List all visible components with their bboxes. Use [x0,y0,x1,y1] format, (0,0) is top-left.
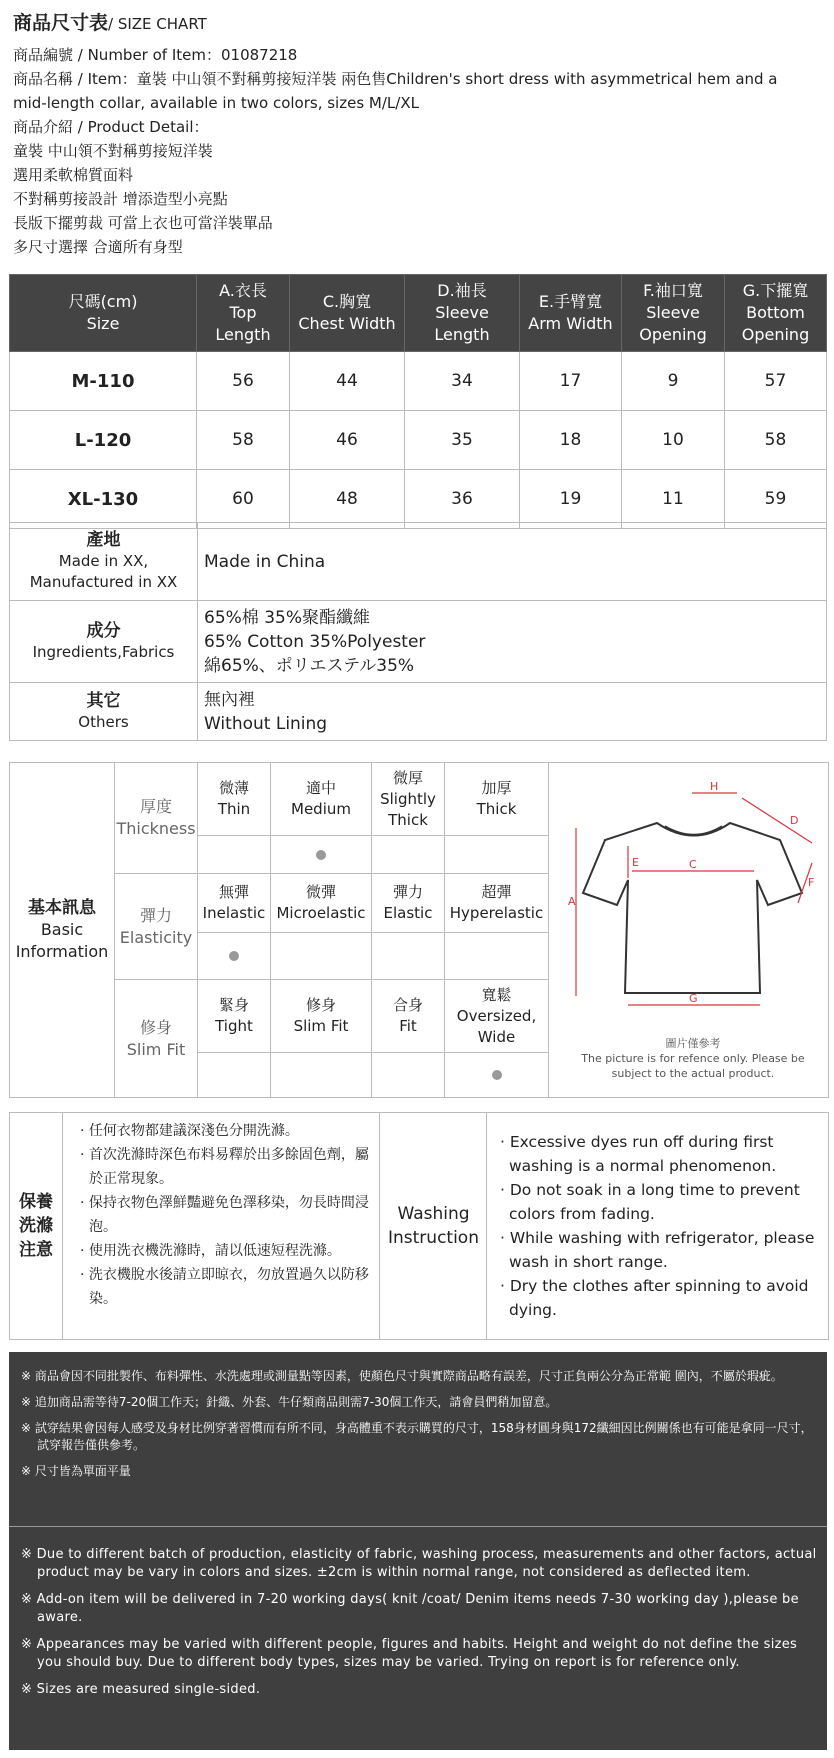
info-line: 商品名稱 / Item：童裝 中山領不對稱剪接短洋裝 兩色售Children's short dress with asymmetrical hem and a [13,70,778,88]
basic-info-panel [9,762,829,1098]
info-line: 童裝 中山領不對稱剪接短洋裝 [13,142,213,160]
thickness-mark [445,836,549,874]
table-row [10,470,827,529]
ingredients-label: 成分 Ingredients,Fabrics [10,601,198,683]
info-line: 不對稱剪接設計 增添造型小亮點 [13,190,228,208]
note-item: ※ Due to different batch of production, elasticity of fabric, washing process, measurements and other factors, actual product may be vary in colors and sizes. ±2cm is within normal range, not considered as deflected item. [21,1547,817,1580]
thickness-mark [198,836,271,874]
table-cell: 17 [520,352,622,411]
others-value: 無內裡 Without Lining [198,683,827,741]
others-label: 其它 Others [10,683,198,741]
washing-list-zh [63,1113,380,1339]
size-table [9,274,827,529]
note-item: ※ 試穿結果會因每人感受及身材比例穿著習慣而有所不同，身高體重不表示購買的尺寸，158身材圓身與172纖細因比例關係也有可能是拿同一尺寸，試穿報告僅供參考。 [21,1421,813,1452]
list-item: · 保持衣物色澤鮮豔避免色澤移染，勿長時間浸泡。 [80,1195,369,1235]
list-item: · Excessive dyes run off during first washing is a normal phenomenon. [500,1133,777,1175]
fit-label: 修身 Slim Fit [115,980,198,1097]
note-item: ※ Add-on item will be delivered in 7-20 working days( knit /coat/ Denim items needs 7-30 working day ),please be aware. [21,1592,799,1625]
elasticity-option: 超彈 Hyperelastic [445,874,549,933]
thickness-option: 加厚 Thick [445,763,549,836]
thickness-option: 微薄 Thin [198,763,271,836]
fit-mark [445,1053,549,1097]
table-cell: 59 [725,470,827,529]
measure-lines [576,793,815,1005]
elasticity-option: 微彈 Microelastic [271,874,372,933]
table-cell: 44 [290,352,405,411]
list-item: · Do not soak in a long time to prevent colors from fading. [500,1181,800,1223]
fit-option: 合身 Fit [372,980,445,1053]
table-cell: 9 [622,352,725,411]
fit-option: 緊身 Tight [198,980,271,1053]
washing-list-en [487,1113,827,1339]
measure-d-line [742,798,812,843]
garment-diagram [562,768,824,1093]
thickness-option: 微厚 Slightly Thick [372,763,445,836]
letter-a: A [568,895,576,908]
thickness-mark [372,836,445,874]
size-table-header [10,275,827,352]
size-cell: M-110 [10,352,197,411]
table-cell: 58 [725,411,827,470]
table-cell: 18 [520,411,622,470]
note-item: ※ Appearances may be varied with different people, figures and habits. Height and weight do not define the sizes you should buy. Due to different body types, sizes may be varied. Trying on report is for reference only. [21,1637,798,1670]
table-cell: 58 [197,411,290,470]
info-line: 多尺寸選擇 合適所有身型 [13,238,183,256]
col-header-arm-width: E.手臂寬 Arm Width [520,275,622,352]
col-header-top-length: A.衣長 Top Length [197,275,290,352]
info-line: 選用柔軟棉質面料 [13,166,134,184]
note-item: ※ Sizes are measured single-sided. [21,1682,261,1697]
table-cell: 34 [405,352,520,411]
notes-en [9,1530,827,1748]
info-line: 商品編號 / Number of Item：01087218 [13,46,298,64]
selected-dot-icon [492,1070,502,1080]
table-cell: 35 [405,411,520,470]
col-header-sleeve-length: D.袖長 Sleeve Length [405,275,520,352]
table-cell: 19 [520,470,622,529]
tshirt-diagram-icon [562,768,824,1033]
origin-label: 產地 Made in XX, Manufactured in XX [10,523,198,601]
size-cell: L-120 [10,411,197,470]
measure-letters [568,780,814,1005]
letter-d: D [790,814,799,827]
list-item: · Dry the clothes after spinning to avoid dying. [500,1277,809,1319]
table-cell: 57 [725,352,827,411]
table-cell: 36 [405,470,520,529]
thickness-label: 厚度 Thickness [115,763,198,874]
tshirt-collar [665,826,722,835]
list-item: · 洗衣機脫水後請立即晾衣，勿放置過久以防移染。 [80,1267,369,1307]
letter-f: F [808,876,815,889]
table-cell: 56 [197,352,290,411]
ingredients-row [10,601,827,683]
elasticity-mark [271,933,372,980]
note-item: ※ 尺寸皆為單面平量 [21,1464,131,1478]
table-cell: 60 [197,470,290,529]
table-cell: 11 [622,470,725,529]
table-cell: 10 [622,411,725,470]
meta-table [9,522,827,741]
page-title: 商品尺寸表/ SIZE CHART [13,12,207,34]
elasticity-mark [445,933,549,980]
col-header-size: 尺碼(cm) Size [10,275,197,352]
selected-dot-icon [229,951,239,961]
elasticity-option: 彈力 Elastic [372,874,445,933]
origin-value: Made in China [198,523,827,601]
header [13,10,823,259]
letter-e: E [632,856,639,869]
table-row [10,352,827,411]
elasticity-option: 無彈 Inelastic [198,874,271,933]
letter-h: H [710,780,719,793]
col-header-chest-width: C.胸寬 Chest Width [290,275,405,352]
basic-info-title: 基本訊息 Basic Information [10,763,115,1097]
info-line: 長版下擺剪裁 可當上衣也可當洋裝單品 [13,214,273,232]
selected-dot-icon [316,850,326,860]
notes-zh [9,1352,827,1522]
table-cell: 46 [290,411,405,470]
thickness-mark [271,836,372,874]
note-item: ※ 商品會因不同批製作、布料彈性、水洗處理或測量點等因素，使顏色尺寸與實際商品略有誤差，尺寸正負兩公分為正常範 圍內，不屬於瑕疵。 [21,1369,783,1383]
others-row [10,683,827,741]
info-line: mid-length collar, available in two colors, sizes M/L/XL [13,94,419,112]
notes-divider [9,1526,827,1527]
note-item: ※ 追加商品需等待7-20個工作天；針織、外套、牛仔類商品則需7-30個工作天，請會員們稍加留意。 [21,1395,558,1409]
fit-mark [372,1053,445,1097]
info-line: 商品介紹 / Product Detail： [13,118,209,136]
ingredients-value: 65%棉 35%聚酯纖維 65% Cotton 35%Polyester 綿65%、ポリエステル35% [198,601,827,683]
fit-mark [198,1053,271,1097]
size-cell: XL-130 [10,470,197,529]
table-cell: 48 [290,470,405,529]
letter-c: C [689,858,697,871]
list-item: · While washing with refrigerator, please wash in short range. [500,1229,815,1271]
notes-panel [9,1352,827,1750]
fit-option: 寬鬆 Oversized, Wide [445,980,549,1053]
elasticity-mark [372,933,445,980]
washing-panel [9,1112,829,1340]
list-item: · 任何衣物都建議深淺色分開洗滌。 [80,1123,299,1139]
fit-mark [271,1053,372,1097]
letter-g: G [689,992,698,1005]
tshirt-outline [583,823,802,993]
diagram-caption: 圖片僅參考 The picture is for refence only. Please be subject to the actual product. [581,1037,805,1080]
fit-option: 修身 Slim Fit [271,980,372,1053]
elasticity-mark [198,933,271,980]
elasticity-label: 彈力 Elasticity [115,874,198,980]
thickness-option: 適中 Medium [271,763,372,836]
washing-title-zh: 保養 洗滌 注意 [10,1113,63,1339]
col-header-sleeve-opening: F.袖口寬 Sleeve Opening [622,275,725,352]
list-item: · 使用洗衣機洗滌時，請以低速短程洗滌。 [80,1243,341,1259]
list-item: · 首次洗滌時深色布料易釋於出多餘固色劑，屬於正常現象。 [80,1147,369,1187]
origin-row [10,523,827,601]
washing-title-en: Washing Instruction [381,1113,487,1339]
col-header-bottom-opening: G.下擺寬 Bottom Opening [725,275,827,352]
table-row [10,411,827,470]
